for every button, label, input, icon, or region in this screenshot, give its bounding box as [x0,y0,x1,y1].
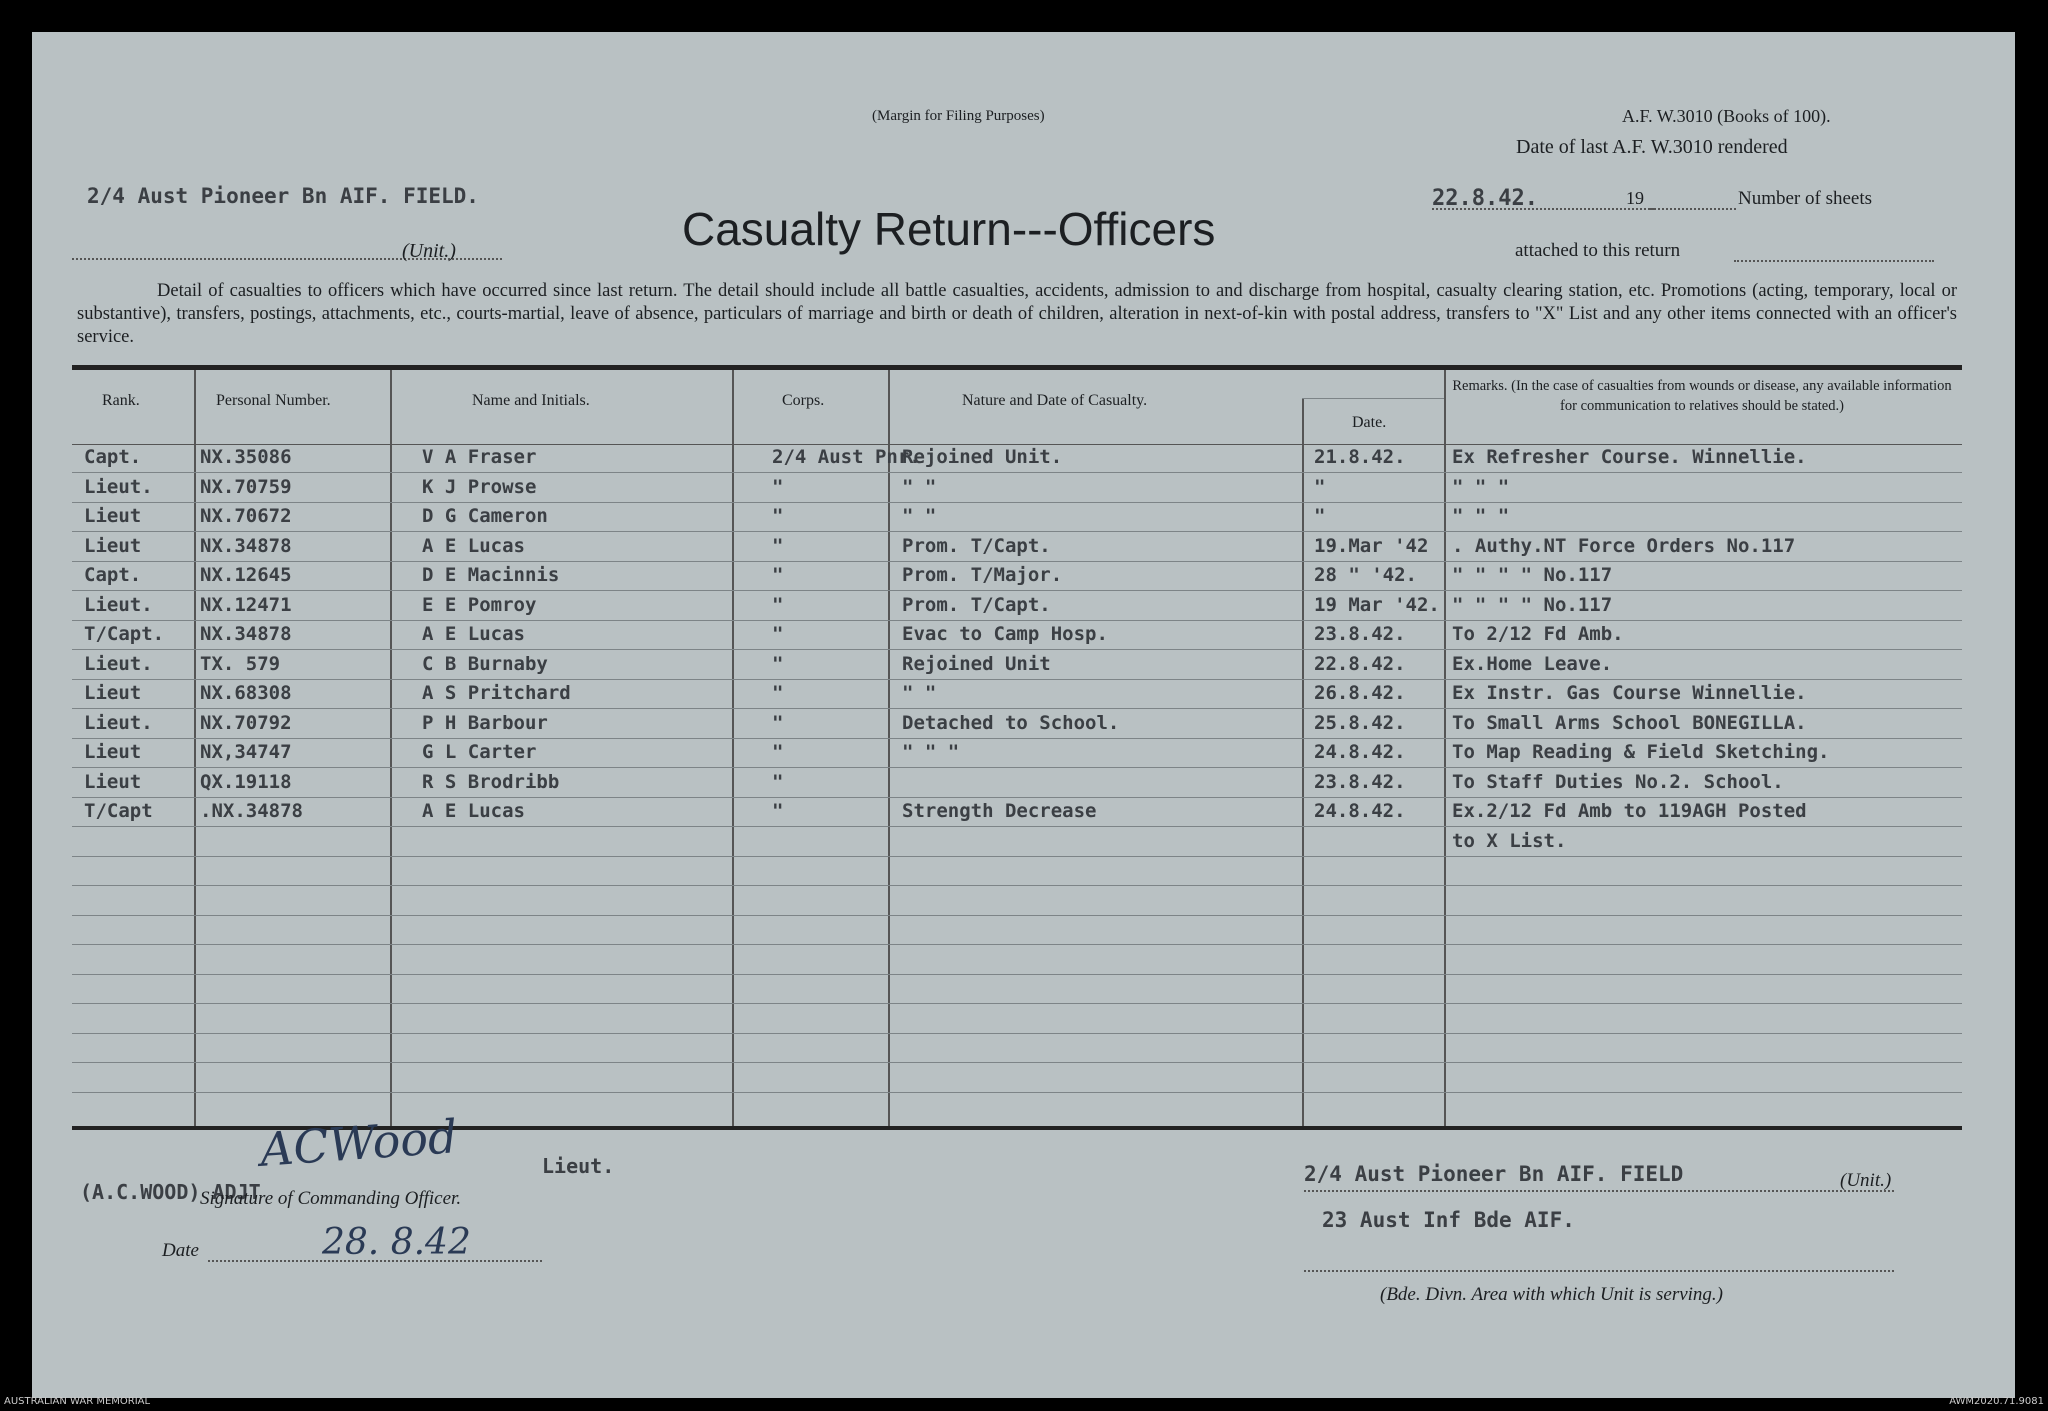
ruled-line [72,738,1962,739]
cell-name: A E Lucas [422,534,525,557]
form-title: Casualty Return---Officers [682,203,1216,255]
cell-remarks: " " " " No.117 [1452,564,1613,586]
cell-name: E E Pomroy [422,593,537,616]
ruled-line [72,826,1962,827]
cell-name: A E Lucas [422,623,525,645]
cell-personal-number: NX.34878 [200,623,292,645]
header-name: Name and Initials. [472,392,590,409]
ruled-line [72,649,1962,650]
header-divider [72,444,1962,445]
cell-remarks: Ex.Home Leave. [1452,652,1613,675]
cell-nature: Evac to Camp Hosp. [902,623,1108,645]
signature-label: Signature of Commanding Officer. [200,1188,462,1209]
cell-personal-number: NX.70792 [200,711,292,734]
cell-name: D E Macinnis [422,564,560,586]
ruled-line [72,944,1962,945]
column-divider [888,370,890,1126]
cell-date: 25.8.42. [1314,711,1406,734]
footer-brigade: 23 Aust Inf Bde AIF. [1322,1208,1575,1232]
cell-remarks: To Map Reading & Field Sketching. [1452,741,1830,763]
ruled-line [72,797,1962,798]
year-label: 19 [1626,188,1644,208]
cell-rank: Capt. [84,446,142,468]
cell-remarks: . Authy.NT Force Orders No.117 [1452,534,1796,557]
cell-rank: T/Capt. [84,623,165,645]
header-rank: Rank. [102,392,140,409]
cell-rank: T/Capt [84,800,153,822]
area-label: (Bde. Divn. Area with which Unit is serving.) [1380,1284,1724,1305]
ruled-line [72,974,1962,975]
ruled-line [72,531,1962,532]
cell-personal-number: NX,34747 [200,741,292,763]
unit-name: 2/4 Aust Pioneer Bn AIF. FIELD. [87,184,479,208]
ruled-line [72,561,1962,562]
cell-personal-number: QX.19118 [200,770,292,793]
cell-name: K J Prowse [422,475,537,498]
cell-corps: 2/4 Aust Pnr. [772,446,921,468]
cell-date: 19 Mar '42. [1314,593,1440,616]
ruled-line [72,679,1962,680]
last-rendered-label: Date of last A.F. W.3010 rendered [1516,136,1788,158]
detail-instructions: Detail of casualties to officers which have occurred since last return. The detail should include all battle casualties, accidents, admission to and discharge from hospital, casualty clearing station, etc. Promotions (acting, temporary, local or substantive), transfers, postings, attachments, etc., courts-martial, leave of absence, particulars of marriage and birth or death of children, alteration in next-of-kin with postal address, transfers to "X" List and any other items connected with an officer's service. [77,281,1957,347]
footer-unit: 2/4 Aust Pioneer Bn AIF. FIELD [1304,1162,1684,1186]
cell-personal-number: NX.70672 [200,505,292,527]
cell-rank: Lieut [84,682,142,704]
header-personal-number: Personal Number. [216,392,331,409]
unit-label: (Unit.) [402,240,456,262]
cell-corps: " [772,800,784,822]
ruled-line [72,708,1962,709]
ruled-line [72,502,1962,503]
signature-rank: Lieut. [542,1154,615,1178]
sheets-label: Number of sheets [1738,188,1873,209]
cell-personal-number: NX.35086 [200,446,292,468]
cell-date: 21.8.42. [1314,446,1406,468]
footer-date-handwritten: 28. 8.42 [322,1222,471,1263]
ruled-line [72,767,1962,768]
cell-remarks: Ex Instr. Gas Course Winnellie. [1452,682,1807,704]
cell-personal-number: TX. 579 [200,652,281,675]
cell-rank: Capt. [84,564,142,586]
cell-personal-number: NX.12645 [200,564,292,586]
header-corps: Corps. [782,392,825,409]
ruled-line [72,856,1962,857]
cell-name: A E Lucas [422,800,525,822]
column-divider [390,370,392,1126]
cell-name: G L Carter [422,741,537,763]
ruled-line [72,1092,1962,1093]
attached-label: attached to this return [1515,240,1681,261]
footer-unit-dotted-line [1304,1190,1894,1192]
cell-remarks: Ex Refresher Course. Winnellie. [1452,446,1807,468]
cell-corps: " [772,593,784,616]
cell-corps: " [772,652,784,675]
form-sheet [32,32,2015,1398]
cell-date: " [1314,505,1326,527]
header-nature: Nature and Date of Casualty. [962,392,1148,409]
ruled-line [72,1062,1962,1063]
cell-date: 23.8.42. [1314,623,1406,645]
column-divider [732,370,734,1126]
footer-brigade-dotted-line [1304,1270,1894,1272]
cell-date: 23.8.42. [1314,770,1406,793]
credit-left: AUSTRALIAN WAR MEMORIAL [4,1396,151,1407]
cell-nature: " " [902,505,937,527]
cell-remarks: Ex.2/12 Fd Amb to 119AGH Posted [1452,800,1807,822]
cell-nature: Prom. T/Capt. [902,593,1051,616]
cell-name: R S Brodribb [422,770,560,793]
cell-corps: " [772,623,784,645]
cell-date: " [1314,475,1326,498]
cell-remarks: To 2/12 Fd Amb. [1452,623,1624,645]
cell-corps: " [772,505,784,527]
credit-right: AWM2020.71.9081 [1949,1396,2044,1407]
ruled-line [72,885,1962,886]
cell-rank: Lieut [84,770,142,793]
cell-corps: " [772,741,784,763]
cell-corps: " [772,770,784,793]
return-date: 22.8.42. [1432,186,1538,211]
cell-name: A S Pritchard [422,682,571,704]
cell-rank: Lieut [84,534,142,557]
year-dotted-line [1650,208,1736,210]
cell-nature: " " " [902,741,960,763]
table-top-rule [72,365,1962,370]
cell-remarks: To Staff Duties No.2. School. [1452,770,1784,793]
cell-personal-number: .NX.34878 [200,800,303,822]
cell-date: 24.8.42. [1314,741,1406,763]
cell-personal-number: NX.34878 [200,534,292,557]
column-divider [1302,398,1304,1126]
cell-date: 26.8.42. [1314,682,1406,704]
cell-corps: " [772,711,784,734]
cell-rank: Lieut [84,505,142,527]
cell-date: 22.8.42. [1314,652,1406,675]
cell-name: D G Cameron [422,505,548,527]
form-id: A.F. W.3010 (Books of 100). [1622,106,1831,126]
column-divider [194,370,196,1126]
cell-nature: " " [902,475,937,498]
signatory-name: (A.C.WOOD) ADJT [80,1180,261,1204]
header-date: Date. [1352,414,1387,431]
cell-rank: Lieut. [84,593,153,616]
cell-corps: " [772,682,784,704]
cell-nature: " " [902,682,937,704]
cell-date: 28 " '42. [1314,564,1417,586]
cell-remarks: to X List. [1452,829,1567,852]
cell-nature: Prom. T/Capt. [902,534,1051,557]
cell-name: C B Burnaby [422,652,548,675]
ruled-line [72,1003,1962,1004]
cell-name: V A Fraser [422,446,537,468]
margin-note: (Margin for Filing Purposes) [872,108,1045,124]
date-label: Date [162,1240,199,1261]
cell-remarks: " " " [1452,475,1510,498]
cell-rank: Lieut. [84,711,153,734]
cell-corps: " [772,475,784,498]
cell-remarks: To Small Arms School BONEGILLA. [1452,711,1807,734]
cell-corps: " [772,564,784,586]
ruled-line [72,590,1962,591]
date-subheader-line [1302,398,1444,399]
cell-date: 24.8.42. [1314,800,1406,822]
cell-nature: Prom. T/Major. [902,564,1063,586]
date-dotted-line [1432,208,1654,210]
ruled-line [72,915,1962,916]
cell-name: P H Barbour [422,711,548,734]
footer-unit-label: (Unit.) [1840,1170,1892,1191]
cell-personal-number: NX.68308 [200,682,292,704]
cell-rank: Lieut. [84,652,153,675]
ruled-line [72,472,1962,473]
cell-personal-number: NX.70759 [200,475,292,498]
cell-nature: Rejoined Unit. [902,446,1063,468]
column-divider [1444,370,1446,1126]
header-remarks: Remarks. (In the case of casualties from wounds or disease, any available information for communication to relatives should be stated.) [1452,378,1952,414]
attached-dotted-line [1734,260,1934,262]
ruled-line [72,1033,1962,1034]
cell-nature: Rejoined Unit [902,652,1051,675]
cell-date: 19.Mar '42 [1314,534,1429,557]
cell-remarks: " " " [1452,505,1510,527]
ruled-line [72,620,1962,621]
cell-rank: Lieut [84,741,142,763]
cell-nature: Detached to School. [902,711,1120,734]
cell-rank: Lieut. [84,475,153,498]
cell-personal-number: NX.12471 [200,593,292,616]
cell-corps: " [772,534,784,557]
signature-handwriting: ACWood [258,1109,460,1177]
cell-nature: Strength Decrease [902,800,1097,822]
cell-remarks: " " " " No.117 [1452,593,1613,616]
